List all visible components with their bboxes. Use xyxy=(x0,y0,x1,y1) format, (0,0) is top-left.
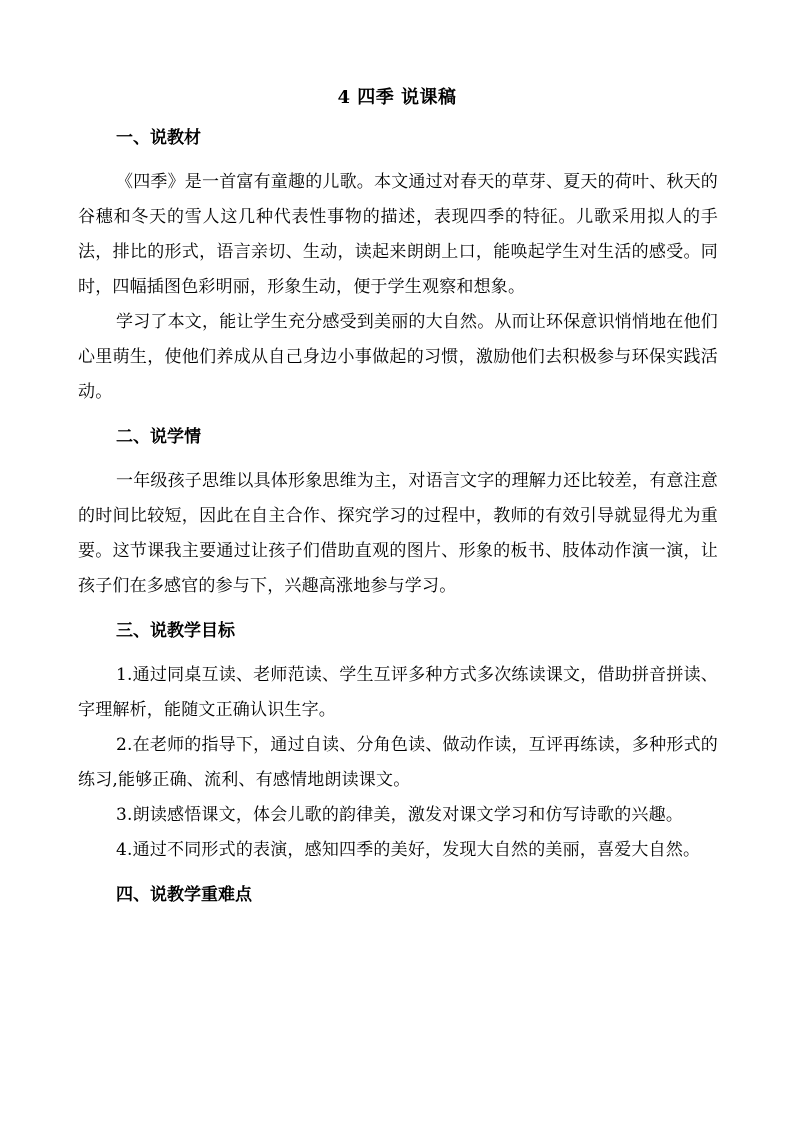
paragraph: 学习了本文，能让学生充分感受到美丽的大自然。从而让环保意识悄悄地在他们心里萌生，使他们养成从自己身边小事做起的习惯，激励他们去积极参与环保实践活动。 xyxy=(78,312,718,402)
section-heading: 一、说教材 xyxy=(116,128,201,148)
section-heading: 三、说教学目标 xyxy=(116,621,235,641)
paragraph: 一年级孩子思维以具体形象思维为主，对语言文字的理解力还比较差，有意注意的时间比较短，因此在自主合作、探究学习的过程中，教师的有效引导就显得尤为重要。这节课我主要通过让孩子们借助直观的图片、形象的板书、肢体动作演一演，让孩子们在多感官的参与下，兴趣高涨地参与学习。 xyxy=(78,471,718,596)
section-teaching-objectives xyxy=(78,620,718,868)
objective-item: 2.在老师的指导下，通过自读、分角色读、做动作读，互评再练读，多种形式的练习,能够正确、流利、有感情地朗读课文。 xyxy=(78,735,718,790)
document-title: 4 四季 说课稿 xyxy=(337,87,457,108)
objective-item: 4.通过不同形式的表演，感知四季的美好，发现大自然的美丽，喜爱大自然。 xyxy=(116,840,701,860)
section-heading: 四、说教学重难点 xyxy=(116,885,252,905)
objective-item: 1.通过同桌互读、老师范读、学生互评多种方式多次练读课文，借助拼音拼读、字理解析，能随文正确认识生字。 xyxy=(78,665,718,720)
objective-item: 3.朗读感悟课文，体会儿歌的韵律美，激发对课文学习和仿写诗歌的兴趣。 xyxy=(116,805,684,825)
section-key-points xyxy=(78,884,718,906)
paragraph: 《四季》是一首富有童趣的儿歌。本文通过对春天的草芽、夏天的荷叶、秋天的谷穗和冬天的雪人这几种代表性事物的描述，表现四季的特征。儿歌采用拟人的手法，排比的形式，语言亲切、生动，读起来朗朗上口，能唤起学生对生活的感受。同时，四幅插图色彩明丽，形象生动，便于学生观察和想象。 xyxy=(78,172,718,297)
section-learner-analysis xyxy=(78,426,718,604)
section-heading: 二、说学情 xyxy=(116,427,201,447)
document-body xyxy=(78,127,718,906)
section-teaching-material xyxy=(78,127,718,410)
